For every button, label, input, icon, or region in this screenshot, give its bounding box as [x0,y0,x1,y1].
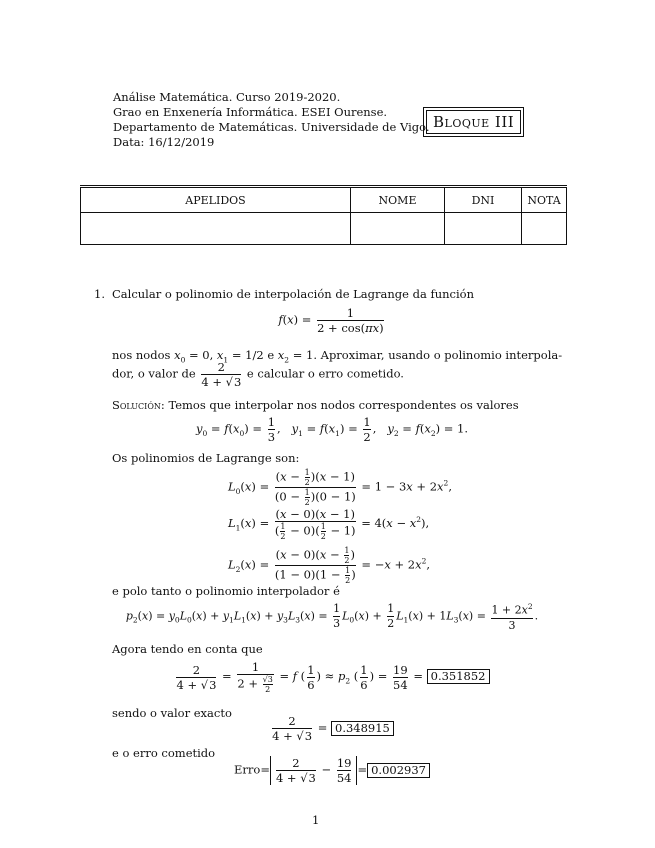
problem-statement: Calcular o polinomio de interpolación de Lagrange da función [112,287,474,301]
field-apelidos[interactable] [81,213,351,245]
poly-text: e polo tanto o polinomio interpolador é [112,584,340,598]
block-title-box [423,107,524,137]
lagrange-L1: $L_1(x)$ = (x − 0)(x − 1) ( $\frac{1}{2}$ − 0)( $\frac{1}{2}$ − 1) = $4(x - x^2)$, [228,507,430,541]
solution-line [112,398,519,412]
interpolating-polynomial: $p_2(x) = y_0L_0(x) + y_1L_1(x) + y_3L_3(x)$ = $\frac{1}{3}$ $L_0(x)$ + $\frac{1}{2}$ $L_1(x) + 1L_3(x)$ = $\frac{1 + 2x^2}{3}$ . [125,601,539,632]
date-line: Data: 16/12/2019 [113,135,215,149]
block-title: Bloque III [426,110,521,134]
field-nome[interactable] [351,213,445,245]
nodes-text-a: nos nodos [112,348,171,362]
solution-label: Solución: [112,398,165,412]
course-line: Análise Matemática. Curso 2019-2020. [113,90,341,104]
col-apelidos: APELIDOS [81,187,351,213]
lagrange-L2: $L_2(x)$ = (x − 0)(x − $\frac{1}{2}$ ) (1 − 0)(1 − $\frac{1}{2}$ ) = $-x + 2x^2$, [228,546,431,585]
page-number: 1 [312,813,320,827]
document-header [113,90,430,150]
nodes-line: nos nodos $x_0 = 0$, $x_1 = 1/2$ e $x_2 = 1$. Aproximar, usando o polinomio interpola- [112,348,563,365]
exact-equation: $\frac{2}{4 + √3}$ = 0.348915 [112,714,552,743]
student-info-table [80,185,567,245]
lagrange-text: Os polinomios de Lagrange son: [112,451,300,465]
approximation-equation: $\frac{2}{4 + √3}$ = 1 2 + $\frac{√3}{2}$ = f ( $\frac{1}{6}$ ) ≈ $p_2$ ( $\frac{1}{6}$ ) = $\frac{19}{54}$ = 0.351852 [112,660,552,694]
problem-number: 1. [94,287,105,301]
exact-text: sendo o valor exacto [112,706,232,720]
field-nota[interactable] [522,213,567,245]
error-equation: Erro= $\frac{2}{4 + √3}$ − $\frac{19}{54}$ = 0.002937 [112,756,552,785]
dor-text-a: dor, o valor de [112,366,196,381]
department-line: Departamento de Matemáticas. Universidade de Vigo. [113,120,430,134]
nodes-text-b: . Aproximar, usando o polinomio interpola- [313,348,563,362]
dor-text-b: e calcular o erro cometido. [246,366,404,381]
error-label: Erro= [234,762,270,777]
col-nome: NOME [351,187,445,213]
error-value: 0.002937 [367,763,430,778]
col-dni: DNI [445,187,522,213]
function-definition: f(x) = $\frac{1}{2 + \cos(\pi x)}$ [278,306,384,335]
error-text: e o erro cometido [112,746,216,760]
lagrange-L0: $L_0(x)$ = (x − $\frac{1}{2}$ )(x − 1) (0 − $\frac{1}{2}$ )(0 − 1) = $1 - 3x + 2x^2$, [228,468,452,507]
approx-value: 0.351852 [427,669,490,684]
degree-line: Grao en Enxenería Informática. ESEI Ourense. [113,105,388,119]
exact-value: 0.348915 [331,721,394,736]
solution-text: Temos que interpolar nos nodos correspondentes os valores [168,398,519,412]
col-nota: NOTA [522,187,567,213]
field-dni[interactable] [445,213,522,245]
approx-text: Agora tendo en conta que [112,642,263,656]
node-values-equation: $y_0 = f(x_0)$ = $\frac{1}{3}$ , $y_1 = f(x_1)$ = $\frac{1}{2}$ , $y_2 = f(x_2) = 1$. [195,415,469,444]
dor-line: dor, o valor de $\frac{2}{4 + √3}$ e calcular o erro cometido. [112,360,404,389]
